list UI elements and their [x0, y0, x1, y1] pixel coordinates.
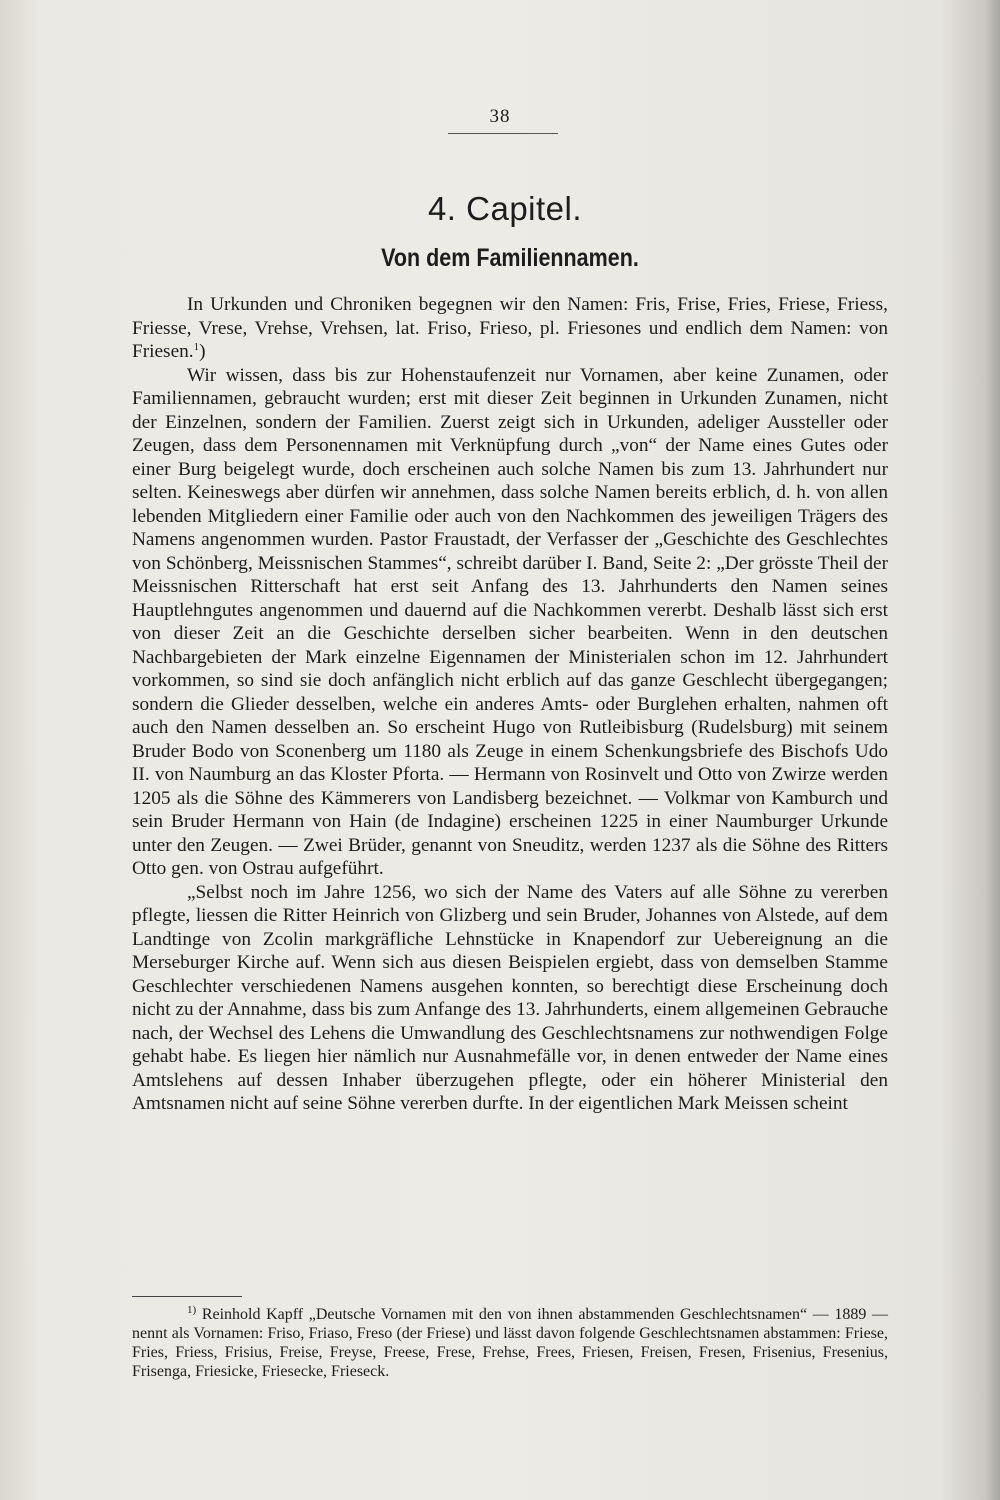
- page-number-rule: [448, 133, 558, 134]
- paragraph-3: „Selbst noch im Jahre 1256, wo sich der Name des Vaters auf alle Söhne zu vererben pflegte, liessen die Ritter Heinrich von Glizberg und sein Bruder, Johannes von Alstede, auf dem Landtinge von Zcolin markgräfliche Lehnstücke in Knapendorf zur Uebereignung an die Merseburger Kirche auf. Wenn sich aus diesen Beispielen ergiebt, dass von demselben Stamme Geschlechter verschiedenen Namens ausgehen konnten, so berechtigt diese Erscheinung doch nicht zu der Annahme, dass bis zum Anfange des 13. Jahrhunderts, einem allgemeinen Gebrauche nach, der Wechsel des Lehens die Umwandlung des Geschlechtsnamens zur nothwendigen Folge gehabt habe. Es liegen hier nämlich nur Ausnahmefälle vor, in denen entweder der Name eines Amtslehens auf dessen Inhaber überzugehen pflegte, oder ein höherer Ministerial den Amtsnamen nicht auf seine Söhne vererben durfte. In der eigentlichen Mark Meissen scheint: [132, 881, 888, 1114]
- body-text: [132, 293, 888, 1116]
- paragraph-1-end: ): [199, 341, 206, 362]
- paragraph-1: [132, 293, 888, 364]
- page-number: 38: [489, 106, 511, 127]
- paragraph-1-text: In Urkunden und Chroniken begegnen wir den Namen: Fris, Frise, Fries, Friese, Friess, Friesse, Vrese, Vrehse, Vrehsen, lat. Friso, Frieso, pl. Friesones und endlich dem Namen: von Friesen.: [132, 294, 888, 362]
- paragraph-2: Wir wissen, dass bis zur Hohenstaufenzeit nur Vornamen, aber keine Zunamen, oder Familiennamen, gebraucht wurden; erst mit dieser Zeit beginnen in Urkunden Zunamen, nicht der Einzelnen, sondern der Familien. Zuerst zeigt sich in Urkunden, adeliger Aussteller oder Zeugen, dass dem Personennamen mit Verknüpfung durch „von“ der Name eines Gutes oder einer Burg beigelegt wurde, doch erscheinen auch solche Namen bis zum 13. Jahrhundert nur selten. Keineswegs aber dürfen wir annehmen, dass solche Namen bereits erblich, d. h. von allen lebenden Mitgliedern einer Familie oder auch von den Nachkommen des jeweiligen Trägers des Namens angenommen wurden. Pastor Fraustadt, der Verfasser der „Geschichte des Geschlechtes von Schönberg, Meissnischen Stammes“, schreibt darüber I. Band, Seite 2: „Der grösste Theil der Meissnischen Ritterschaft hat erst seit Anfang des 13. Jahrhunderts den Namen seines Hauptlehngutes angenommen und dauernd auf die Nachkommen vererbt. Deshalb lässt sich erst von dieser Zeit an die Geschichte derselben sicher bearbeiten. Wenn in den deutschen Nachbargebieten der Mark einzelne Eigennamen der Ministerialen schon im 12. Jahrhundert vorkommen, so sind sie doch anfänglich nicht erblich auf das ganze Geschlecht übergegangen; sondern die Glieder desselben, welche ein anderes Amts- oder Burglehen erhalten, nahmen oft auch den Namen desselben an. So erscheint Hugo von Rutleibisburg (Rudelsburg) mit seinem Bruder Bodo von Sconenberg um 1180 als Zeuge in einem Schenkungsbriefe des Bischofs Udo II. von Naumburg an das Kloster Pforta. — Hermann von Rosinvelt und Otto von Zwirze werden 1205 als die Söhne des Kämmerers von Landisberg bezeichnet. — Volkmar von Kamburch und sein Bruder Hermann von Hain (de Indagine) erscheinen 1225 in einer Naumburger Urkunde unter den Zeugen. — Zwei Brüder, genannt von Sneuditz, werden 1237 als die Söhne des Ritters Otto gen. von Ostrau aufgeführt.: [132, 364, 888, 879]
- footnote-reference: 1: [193, 341, 200, 353]
- section-title: Von dem Familiennamen.: [381, 244, 639, 272]
- footnote: [132, 1305, 888, 1381]
- footnote-marker: 1): [187, 1304, 197, 1316]
- chapter-title: 4. Capitel.: [427, 190, 583, 227]
- footnote-rule: [132, 1296, 242, 1297]
- footnote-text: Reinhold Kapff „Deutsche Vornamen mit den von ihnen abstammenden Geschlechtsnamen“ — 1889 — nennt als Vornamen: Friso, Friaso, Freso (der Friese) und lässt davon folgende Geschlechtsnamen abstammen: Friese, Fries, Friess, Frisius, Freise, Freyse, Freese, Frese, Frehse, Frees, Friesen, Freisen, Fresen, Frisenius, Fresenius, Frisenga, Friesicke, Friesecke, Frieseck.: [132, 1306, 888, 1380]
